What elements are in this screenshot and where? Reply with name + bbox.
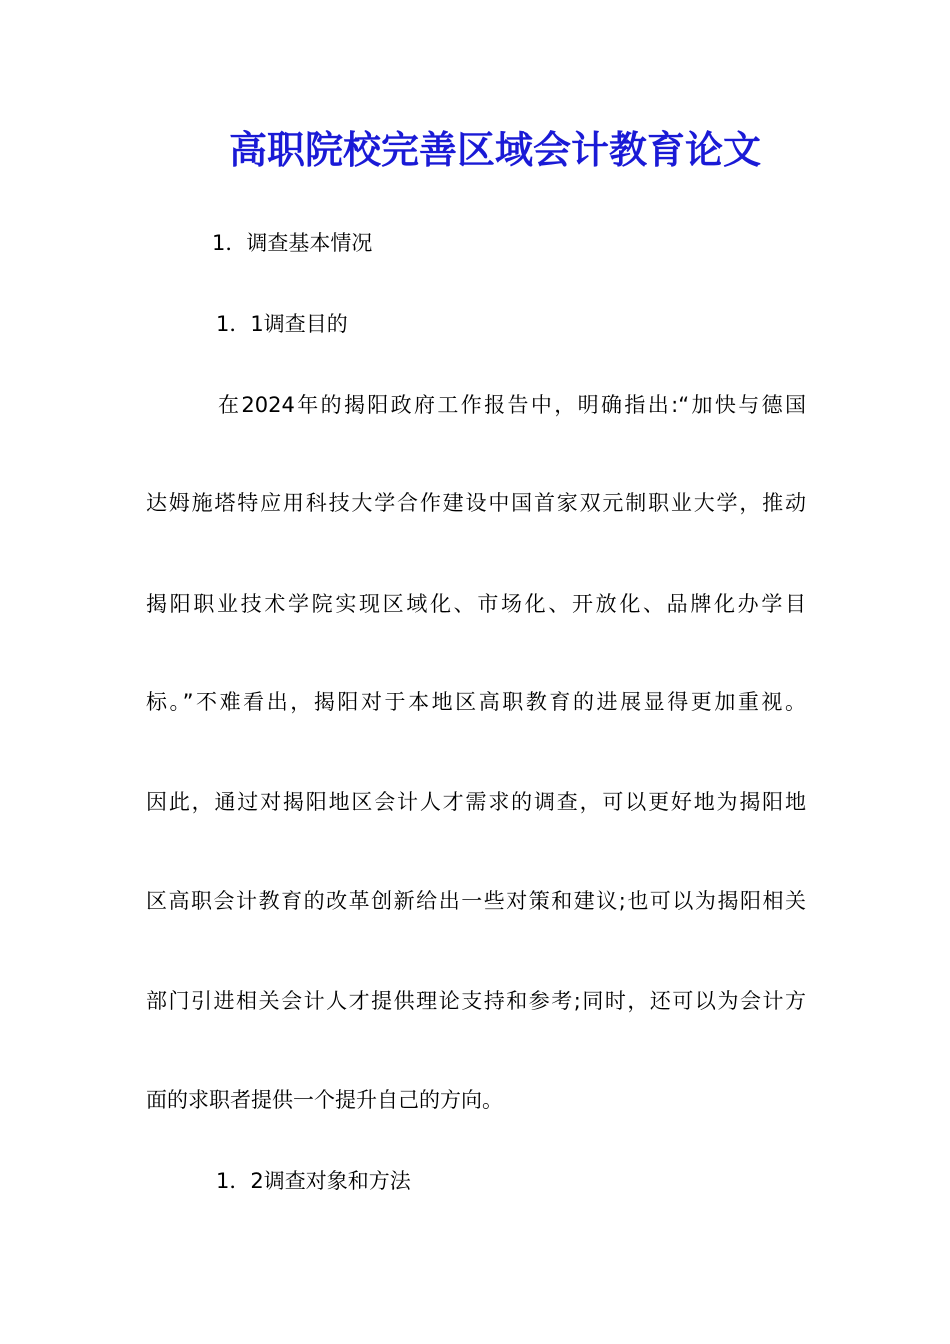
- paragraph-line-8: 面的求职者提供一个提升自己的方向。: [146, 1088, 503, 1112]
- section-heading-1: 1．调查基本情况: [212, 231, 373, 255]
- paragraph-line-5: 因此，通过对揭阳地区会计人才需求的调查，可以更好地为揭阳地: [146, 790, 806, 814]
- paragraph-line-2: 达姆施塔特应用科技大学合作建设中国首家双元制职业大学，推动: [146, 491, 806, 515]
- paragraph-line-6: 区高职会计教育的改革创新给出一些对策和建议;也可以为揭阳相关: [146, 889, 806, 913]
- paragraph-line-4: 标。”不难看出，揭阳对于本地区高职教育的进展显得更加重视。: [146, 690, 806, 714]
- paragraph-line-1: 在2024年的揭阳政府工作报告中，明确指出:“加快与德国: [218, 393, 806, 417]
- paragraph-line-7: 部门引进相关会计人才提供理论支持和参考;同时，还可以为会计方: [146, 989, 806, 1013]
- paragraph-line-3: 揭阳职业技术学院实现区域化、市场化、开放化、品牌化办学目: [146, 592, 806, 616]
- document-title: 高职院校完善区域会计教育论文: [228, 127, 761, 172]
- section-heading-1-2: 1．2调查对象和方法: [216, 1169, 411, 1193]
- section-heading-1-1: 1．1调查目的: [216, 312, 348, 336]
